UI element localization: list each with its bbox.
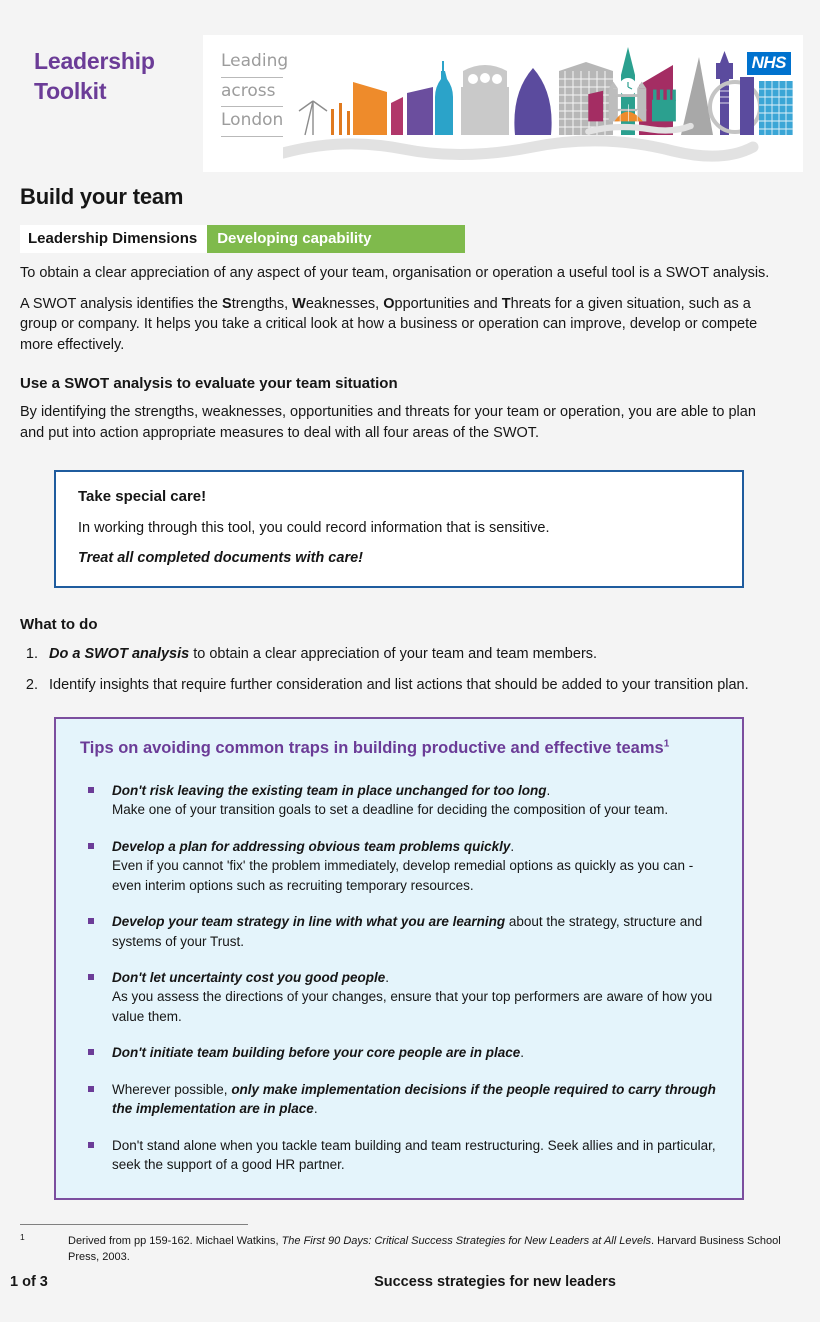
step-1-rest: to obtain a clear appreciation of your team and team members. — [189, 646, 598, 663]
tip-6-prefix: Wherever possible, — [112, 1081, 232, 1097]
swot-letter-w: W — [292, 295, 306, 312]
footnote-section — [20, 1224, 800, 1265]
nhs-logo: NHS — [747, 52, 791, 75]
footnote-before: Derived from pp 159-162. Michael Watkins, — [68, 1235, 282, 1248]
leadership-dimensions-label: Leadership Dimensions — [20, 225, 207, 253]
swot-letter-o: O — [383, 295, 395, 312]
leading-across-london-logo — [221, 48, 289, 137]
page-footer — [0, 1274, 820, 1294]
step-2-rest: Identify insights that require further consideration and list actions that should be added to your transition plan. — [49, 677, 749, 694]
tip-3-trailing: about the strategy, structure and systems of your Trust. — [112, 914, 703, 949]
care-box-title: Take special care! — [78, 488, 207, 506]
brand-title-line1: Leadership — [34, 48, 155, 74]
list-item — [42, 644, 784, 665]
list-item — [80, 1136, 722, 1175]
swot-letter-t: T — [501, 295, 511, 312]
tip-6-lead: only make implementation decisions if the people required to carry through the implementation are in place — [112, 1081, 716, 1117]
care-box-line: In working through this tool, you could record information that is sensitive. — [78, 520, 550, 537]
footnote-marker: 1 — [20, 1232, 25, 1243]
list-item — [80, 912, 722, 951]
footnote-book-title: The First 90 Days: Critical Success Strategies for New Leaders at All Levels — [281, 1235, 652, 1248]
footer-title: Success strategies for new leaders — [374, 1274, 616, 1290]
tips-list — [80, 781, 722, 1175]
tip-6-suffix: . — [313, 1101, 318, 1117]
tip-3-lead: Develop your team strategy in line with what you are learning — [112, 914, 506, 930]
list-item — [80, 968, 722, 1026]
step-1-bold: Do a SWOT analysis — [49, 646, 190, 663]
intro-paragraph: To obtain a clear appreciation of any aspect of your team, organisation or operation a useful tool is a SWOT analysis. — [20, 265, 770, 281]
what-to-do-list — [20, 644, 800, 695]
swot-text-p4: pportunities and — [394, 295, 502, 312]
swot-definition-paragraph — [20, 294, 782, 356]
logo-line-across: across — [221, 78, 283, 108]
list-item — [80, 1043, 722, 1062]
swot-text-p5: hreats for a given situation, such as a group or company. It helps you take a critical look at how a business or operation can improve, develop or compete more effectively. — [20, 295, 758, 353]
leadership-dimensions-value: Developing capability — [207, 225, 465, 253]
tip-5-lead: Don't initiate team building before your core people are in place — [112, 1045, 521, 1061]
tip-7-body: Don't stand alone when you tackle team building and team restructuring. Seek allies and in particular, seek the support of a good HR partner. — [112, 1137, 716, 1173]
swot-text-p3: eaknesses, — [305, 295, 384, 312]
tips-title-footnote-marker: 1 — [663, 738, 670, 750]
document-content — [0, 140, 820, 1266]
logo-line-london: London — [221, 107, 283, 137]
swot-text-p1: A SWOT analysis identifies the — [20, 295, 223, 312]
tips-title-text: Tips on avoiding common traps in building productive and effective teams — [80, 738, 664, 757]
tip-2-body: Even if you cannot 'fix' the problem immediately, develop remedial options as quickly as you can - even interim options such as recruiting temporary resources. — [112, 858, 694, 893]
list-item — [42, 675, 784, 696]
care-box-warning: Treat all completed documents with care! — [78, 550, 363, 567]
list-item — [80, 1080, 722, 1119]
tip-1-body: Make one of your transition goals to set a deadline for deciding the composition of your team. — [112, 802, 669, 818]
logo-line-leading: Leading — [221, 48, 283, 78]
page-number-indicator: 1 of 3 — [10, 1274, 48, 1290]
tip-1-lead: Don't risk leaving the existing team in place unchanged for too long — [112, 782, 547, 798]
page-title: Build your team — [20, 184, 184, 209]
identify-paragraph: By identifying the strengths, weaknesses, opportunities and threats for your team or operation, you are able to plan and put into action appropriate measures to deal with all four areas of the SWOT. — [20, 404, 756, 441]
tip-4-body: As you assess the directions of your changes, ensure that your top performers are aware of how you value them. — [112, 989, 713, 1024]
swot-text-p2: trengths, — [231, 295, 293, 312]
tip-2-suffix: . — [510, 838, 515, 854]
tip-5-suffix: . — [520, 1045, 525, 1061]
brand-title — [34, 46, 155, 107]
take-special-care-box — [54, 470, 744, 588]
tip-2-lead: Develop a plan for addressing obvious team problems quickly — [112, 838, 511, 854]
tips-box-title — [80, 737, 680, 759]
tip-4-suffix: . — [385, 969, 389, 985]
footnote-text — [20, 1234, 800, 1265]
list-item — [80, 781, 722, 820]
swot-letter-s: S — [222, 295, 232, 312]
what-to-do-heading: What to do — [20, 616, 98, 634]
tips-box — [54, 717, 744, 1201]
list-item — [80, 837, 722, 895]
leadership-dimension-row — [20, 225, 465, 253]
footnote-after: . Harvard Business School Press, 2003. — [68, 1235, 781, 1264]
page-header — [0, 0, 820, 140]
tip-4-lead: Don't let uncertainty cost you good people — [112, 969, 386, 985]
tip-1-suffix: . — [546, 782, 551, 798]
brand-title-line2: Toolkit — [34, 78, 107, 105]
swot-subheading: Use a SWOT analysis to evaluate your team situation — [20, 375, 398, 393]
footnote-divider — [20, 1224, 248, 1225]
